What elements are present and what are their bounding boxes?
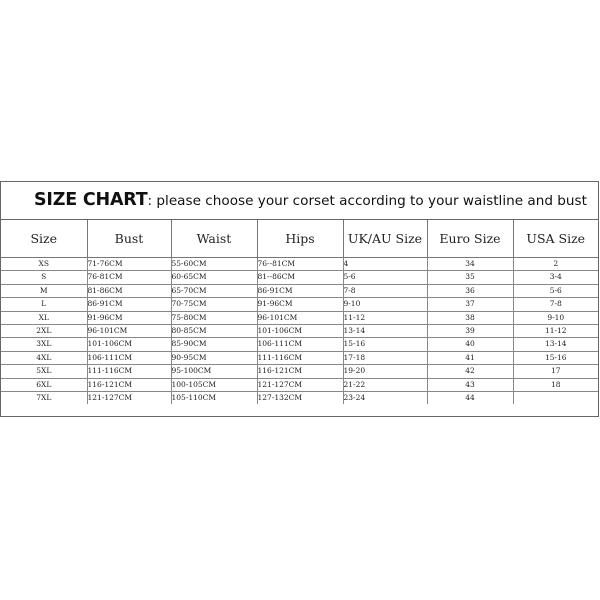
table-row <box>1 378 598 391</box>
cell-waist: 105-110CM <box>171 392 257 405</box>
cell-bust: 101-106CM <box>87 338 171 351</box>
cell-uk-au-size: 13-14 <box>343 325 427 338</box>
cell-hips: 86-91CM <box>257 284 343 297</box>
cell-usa-size <box>513 392 598 405</box>
cell-usa-size: 15-16 <box>513 351 598 364</box>
cell-size: XS <box>1 258 87 271</box>
cell-euro-size: 44 <box>427 392 513 405</box>
cell-waist: 100-105CM <box>171 378 257 391</box>
cell-waist: 95-100CM <box>171 365 257 378</box>
table-body <box>1 258 598 405</box>
cell-size: 4XL <box>1 351 87 364</box>
cell-usa-size: 3-4 <box>513 271 598 284</box>
cell-hips: 96-101CM <box>257 311 343 324</box>
cell-hips: 81--86CM <box>257 271 343 284</box>
cell-uk-au-size: 4 <box>343 258 427 271</box>
table-row <box>1 338 598 351</box>
cell-bust: 81-86CM <box>87 284 171 297</box>
cell-size: S <box>1 271 87 284</box>
table-row <box>1 311 598 324</box>
cell-usa-size: 5-6 <box>513 284 598 297</box>
cell-uk-au-size: 19-20 <box>343 365 427 378</box>
cell-usa-size: 13-14 <box>513 338 598 351</box>
cell-size: XL <box>1 311 87 324</box>
cell-uk-au-size: 17-18 <box>343 351 427 364</box>
cell-bust: 111-116CM <box>87 365 171 378</box>
header-size: Size <box>1 220 87 258</box>
cell-size: 3XL <box>1 338 87 351</box>
table-row <box>1 271 598 284</box>
cell-euro-size: 43 <box>427 378 513 391</box>
cell-hips: 116-121CM <box>257 365 343 378</box>
size-chart <box>0 181 599 417</box>
cell-waist: 65-70CM <box>171 284 257 297</box>
cell-waist: 80-85CM <box>171 325 257 338</box>
cell-euro-size: 42 <box>427 365 513 378</box>
cell-uk-au-size: 15-16 <box>343 338 427 351</box>
header-waist: Waist <box>171 220 257 258</box>
cell-size: L <box>1 298 87 311</box>
cell-uk-au-size: 5-6 <box>343 271 427 284</box>
cell-hips: 101-106CM <box>257 325 343 338</box>
cell-euro-size: 40 <box>427 338 513 351</box>
cell-size: 6XL <box>1 378 87 391</box>
cell-usa-size: 18 <box>513 378 598 391</box>
table-row <box>1 258 598 271</box>
cell-bust: 121-127CM <box>87 392 171 405</box>
cell-hips: 121-127CM <box>257 378 343 391</box>
chart-title-subtitle: : please choose your corset according to your waistline and bust <box>147 193 587 209</box>
cell-waist: 60-65CM <box>171 271 257 284</box>
cell-hips: 91-96CM <box>257 298 343 311</box>
table-row <box>1 284 598 297</box>
cell-euro-size: 37 <box>427 298 513 311</box>
cell-waist: 85-90CM <box>171 338 257 351</box>
cell-waist: 55-60CM <box>171 258 257 271</box>
cell-bust: 86-91CM <box>87 298 171 311</box>
cell-waist: 75-80CM <box>171 311 257 324</box>
table-row <box>1 365 598 378</box>
cell-size: 2XL <box>1 325 87 338</box>
cell-usa-size: 9-10 <box>513 311 598 324</box>
header-uk-au-size: UK/AU Size <box>343 220 427 258</box>
header-row <box>1 220 598 258</box>
cell-size: 7XL <box>1 392 87 405</box>
cell-bust: 71-76CM <box>87 258 171 271</box>
cell-waist: 70-75CM <box>171 298 257 311</box>
header-bust: Bust <box>87 220 171 258</box>
table-row <box>1 298 598 311</box>
header-hips: Hips <box>257 220 343 258</box>
cell-hips: 76--81CM <box>257 258 343 271</box>
cell-hips: 111-116CM <box>257 351 343 364</box>
cell-euro-size: 36 <box>427 284 513 297</box>
cell-euro-size: 35 <box>427 271 513 284</box>
cell-bust: 116-121CM <box>87 378 171 391</box>
cell-size: M <box>1 284 87 297</box>
cell-euro-size: 41 <box>427 351 513 364</box>
cell-bust: 76-81CM <box>87 271 171 284</box>
table-row <box>1 351 598 364</box>
cell-hips: 106-111CM <box>257 338 343 351</box>
cell-usa-size: 2 <box>513 258 598 271</box>
table-row <box>1 392 598 405</box>
size-table <box>1 220 598 404</box>
cell-hips: 127-132CM <box>257 392 343 405</box>
cell-bust: 96-101CM <box>87 325 171 338</box>
cell-usa-size: 11-12 <box>513 325 598 338</box>
cell-euro-size: 38 <box>427 311 513 324</box>
cell-uk-au-size: 9-10 <box>343 298 427 311</box>
chart-title-bold: SIZE CHART <box>34 190 148 210</box>
cell-bust: 91-96CM <box>87 311 171 324</box>
cell-uk-au-size: 7-8 <box>343 284 427 297</box>
cell-usa-size: 7-8 <box>513 298 598 311</box>
cell-euro-size: 39 <box>427 325 513 338</box>
header-usa-size: USA Size <box>513 220 598 258</box>
cell-euro-size: 34 <box>427 258 513 271</box>
cell-size: 5XL <box>1 365 87 378</box>
cell-uk-au-size: 11-12 <box>343 311 427 324</box>
cell-uk-au-size: 23-24 <box>343 392 427 405</box>
cell-waist: 90-95CM <box>171 351 257 364</box>
cell-bust: 106-111CM <box>87 351 171 364</box>
table-row <box>1 325 598 338</box>
header-euro-size: Euro Size <box>427 220 513 258</box>
cell-usa-size: 17 <box>513 365 598 378</box>
chart-title <box>1 182 598 220</box>
cell-uk-au-size: 21-22 <box>343 378 427 391</box>
